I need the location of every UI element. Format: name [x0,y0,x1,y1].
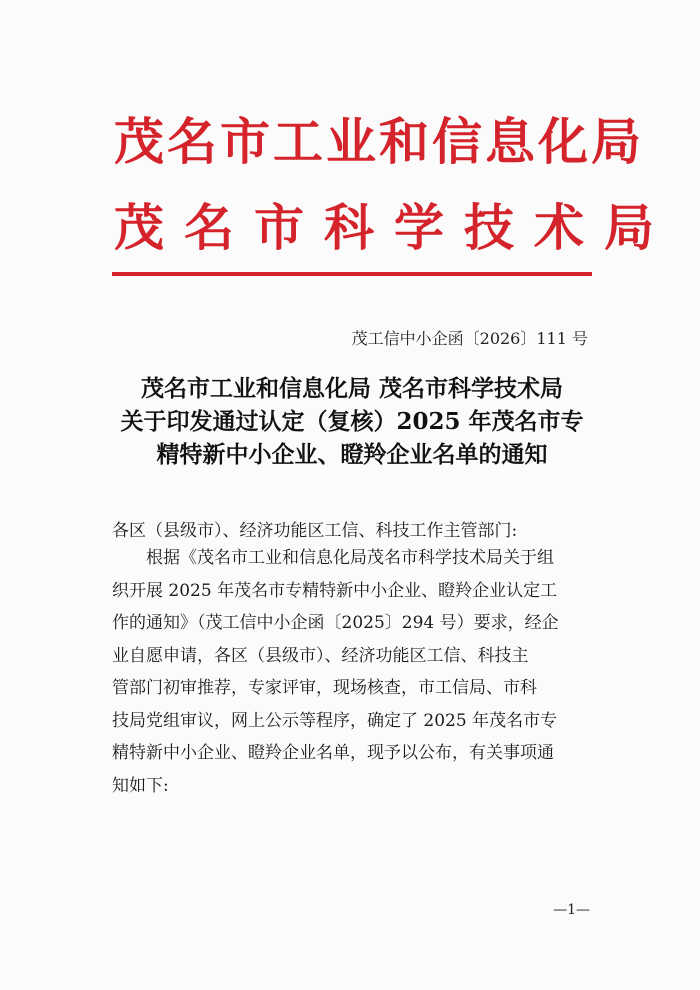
body-paragraph [112,542,592,802]
body-line: 知如下: [112,775,169,796]
body-line: 织开展 2025 年茂名市专精特新中小企业、瞪羚企业认定工 [112,580,558,601]
document-number: 茂工信中小企函〔2026〕111 号 [351,329,588,348]
page-number: —1— [553,902,590,918]
body-line: 精特新中小企业、瞪羚企业名单，现予以公布，有关事项通 [112,743,554,763]
body-line: 技局党组审议，网上公示等程序，确定了 2025 年茂名市专 [112,710,558,731]
title-line-3: 精特新中小企业、瞪羚企业名单的通知 [156,441,548,468]
title-line-1: 茂名市工业和信息化局 茂名市科学技术局 [140,375,563,402]
masthead-issuer-2: 茂名市科学技术局 [114,198,674,257]
body-line: 作的通知》（茂工信中小企函〔2025〕294 号）要求，经企 [112,613,559,633]
body-line: 根据《茂名市工业和信息化局茂名市科学技术局关于组 [146,548,554,568]
body-line: 业自愿申请，各区（县级市）、经济功能区工信、科技主 [112,645,529,666]
document-title [112,372,592,471]
masthead-issuer-1: 茂名市工业和信息化局 [114,112,644,171]
red-divider-line [112,272,592,276]
salutation: 各区（县级市）、经济功能区工信、科技工作主管部门: [112,521,518,541]
title-line-2: 关于印发通过认定（复核）2025 年茂名市专 [120,408,584,435]
body-line: 管部门初审推荐，专家评审，现场核查，市工信局、市科 [112,678,537,698]
